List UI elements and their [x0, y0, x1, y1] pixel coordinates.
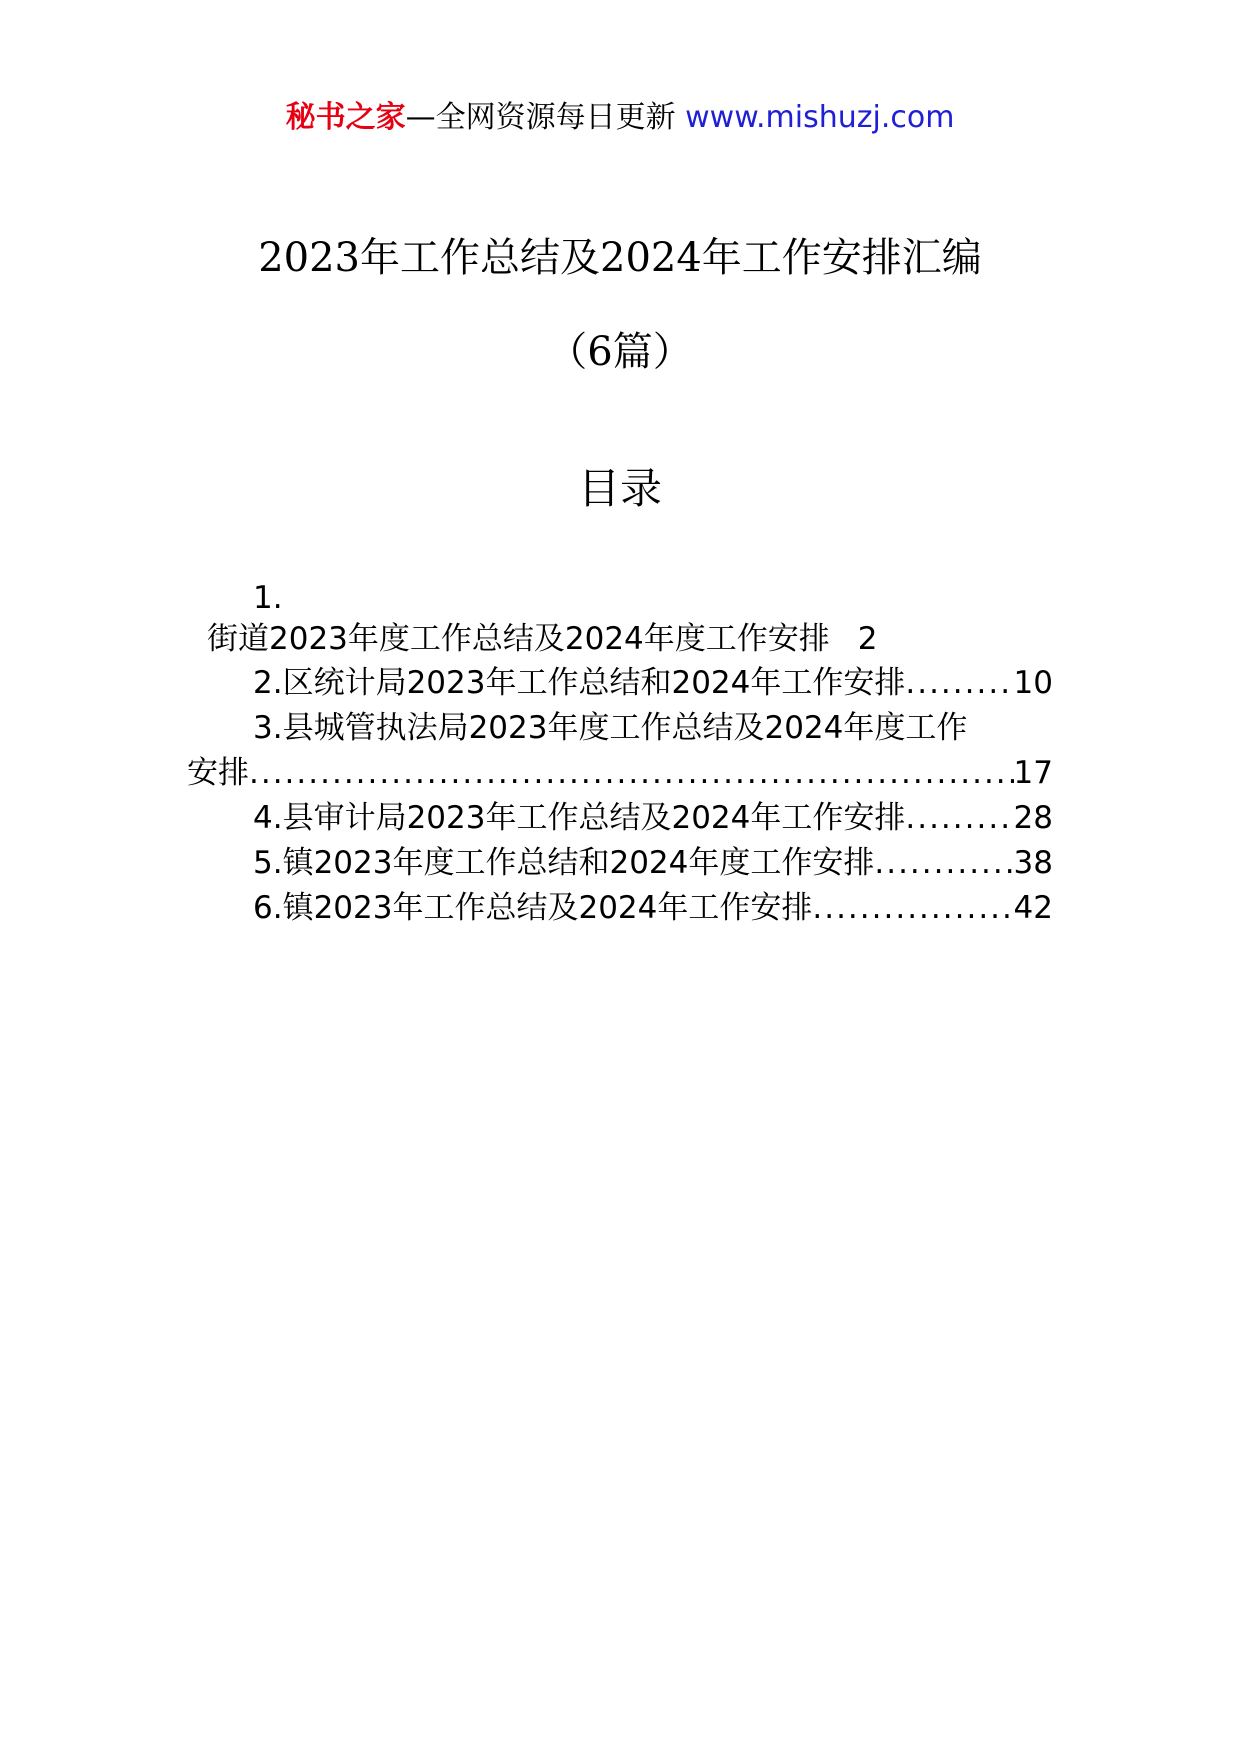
toc-item-3[interactable] [253, 707, 1053, 749]
toc-item-title: 2.区统计局2023年工作总结和2024年工作安排 [253, 665, 906, 701]
toc-item-4[interactable] [253, 797, 1053, 839]
toc-leader-dots [249, 752, 1014, 794]
site-header [0, 98, 1240, 138]
toc-leader-dots [812, 887, 1013, 929]
toc-item-2[interactable] [253, 662, 1053, 704]
toc-item-page: 38 [1013, 845, 1053, 881]
document-subtitle: （6篇） [547, 329, 693, 375]
toc-item-title-continued: 安排 [187, 755, 249, 791]
toc-leader-dots [874, 842, 1013, 884]
toc-item-title: 6.镇2023年工作总结及2024年工作安排 [253, 890, 813, 926]
toc-item-5[interactable] [253, 842, 1053, 884]
toc-item-3-continuation[interactable] [187, 752, 1053, 794]
toc-heading: 目录 [577, 464, 662, 513]
toc-item-page: 10 [1013, 665, 1053, 701]
toc-leader-dots [905, 662, 1013, 704]
toc-item-number: 1. [253, 580, 283, 616]
toc-item-6[interactable] [253, 887, 1053, 929]
toc-item-title: 街道2023年度工作总结及2024年度工作安排 [207, 621, 830, 657]
toc-item-1[interactable] [207, 618, 967, 660]
toc-item-page: 2 [857, 621, 878, 657]
toc-item-page: 17 [1013, 755, 1053, 791]
header-tagline: —全网资源每日更新 [405, 100, 676, 135]
toc-item-page: 42 [1013, 890, 1053, 926]
toc-item-title: 3.县城管执法局2023年度工作总结及2024年度工作 [253, 710, 968, 746]
site-url-link[interactable]: www.mishuzj.com [685, 100, 955, 135]
toc-item-title: 4.县审计局2023年工作总结及2024年工作安排 [253, 800, 906, 836]
toc-leader-dots [905, 797, 1013, 839]
document-title: 2023年工作总结及2024年工作安排汇编 [258, 235, 982, 281]
toc-item-page: 28 [1013, 800, 1053, 836]
toc-item-title: 5.镇2023年度工作总结和2024年度工作安排 [253, 845, 875, 881]
brand-name: 秘书之家 [285, 100, 406, 135]
toc-item-1-number[interactable] [253, 577, 313, 619]
